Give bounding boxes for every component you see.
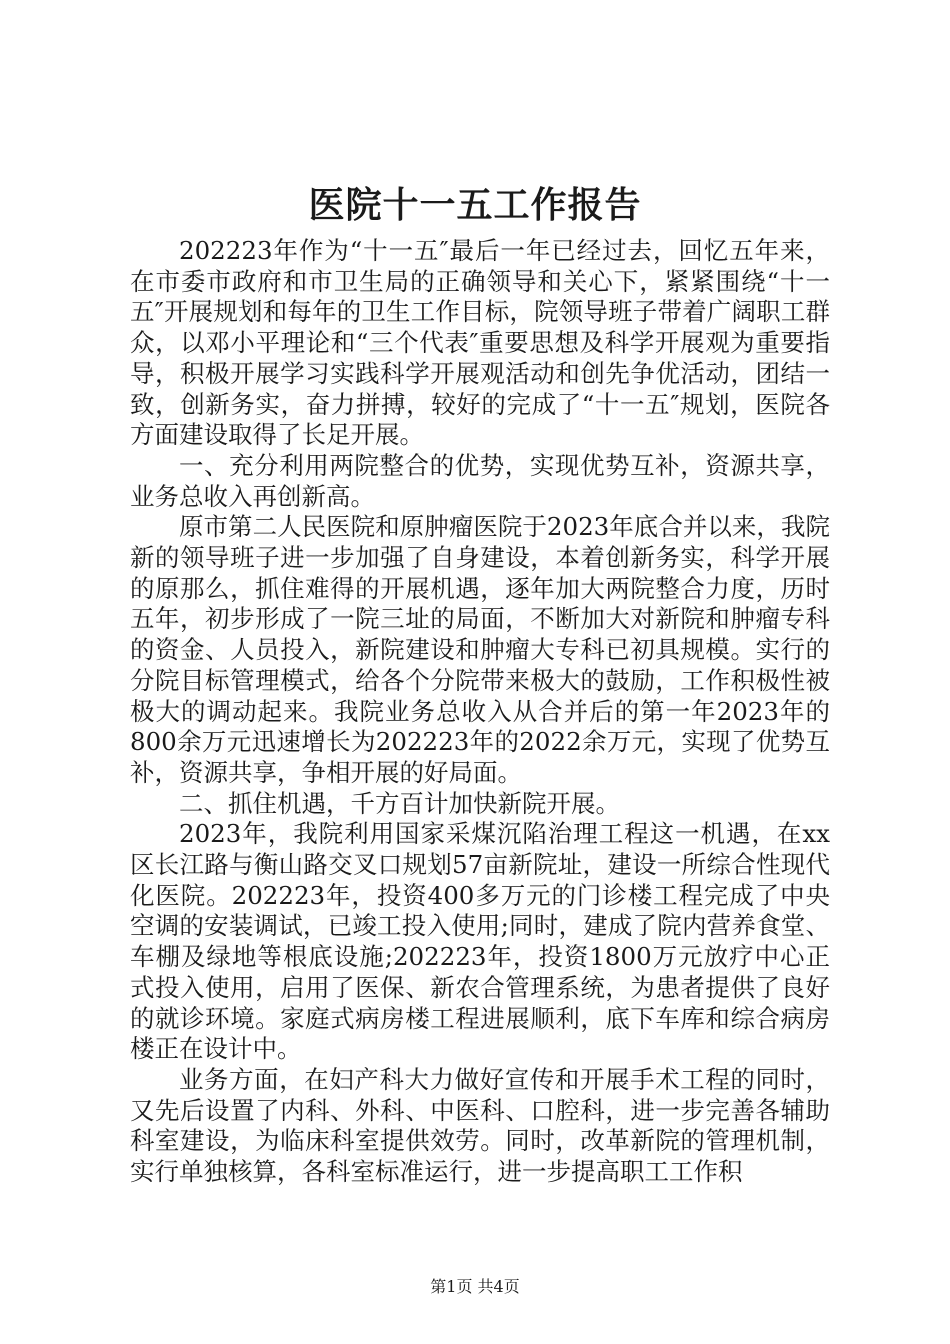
paragraph-new-campus: 2023年，我院利用国家采煤沉陷治理工程这一机遇，在xx区长江路与衡山路交叉口规划57亩新院址，建设一所综合性现代化医院。202223年，投资400多万元的门诊楼工程完成了中央空调的安装调试，已竣工投入使用;同时，建成了院内营养食堂、车棚及绿地等根底设施;202223年，投资1800万元放疗中心正式投入使用，启用了医保、新农合管理系统，为患者提供了良好的就诊环境。家庭式病房楼工程进展顺利，底下车库和综合病房楼正在设计中。 bbox=[130, 819, 830, 1064]
paragraph-intro: 202223年作为“十一五″最后一年已经过去，回忆五年来，在市委市政府和市卫生局的正确领导和关心下，紧紧围绕“十一五″开展规划和每年的卫生工作目标，院领导班子带着广阔职工群众，以邓小平理论和“三个代表″重要思想及科学开展观为重要指导，积极开展学习实践科学开展观活动和创先争优活动，团结一致，创新务实，奋力拼搏，较好的完成了“十一五″规划，医院各方面建设取得了长足开展。 bbox=[130, 236, 830, 450]
paragraph-business: 业务方面，在妇产科大力做好宣传和开展手术工程的同时，又先后设置了内科、外科、中医科、口腔科，进一步完善各辅助科室建设，为临床科室提供效劳。同时，改革新院的管理机制，实行单独核算，各科室标准运行，进一步提高职工工作积 bbox=[130, 1064, 830, 1187]
page-number: 第1页 共4页 bbox=[430, 1277, 520, 1296]
document-title: 医院十一五工作报告 bbox=[308, 184, 642, 226]
section-heading-1: 一、充分利用两院整合的优势，实现优势互补，资源共享，业务总收入再创新高。 bbox=[130, 450, 830, 511]
section-heading-2: 二、抓住机遇，千方百计加快新院开展。 bbox=[179, 788, 620, 818]
paragraph-merger: 原市第二人民医院和原肿瘤医院于2023年底合并以来，我院新的领导班子进一步加强了自身建设，本着创新务实，科学开展的原那么，抓住难得的开展机遇，逐年加大两院整合力度，历时五年，初步形成了一院三址的局面，不断加大对新院和肿瘤专科的资金、人员投入，新院建设和肿瘤大专科已初具规模。实行的分院目标管理模式，给各个分院带来极大的鼓励，工作积极性被极大的调动起来。我院业务总收入从合并后的第一年2023年的800余万元迅速增长为202223年的2022余万元，实现了优势互补，资源共享，争相开展的好局面。 bbox=[130, 512, 830, 787]
document-body bbox=[130, 236, 830, 1188]
